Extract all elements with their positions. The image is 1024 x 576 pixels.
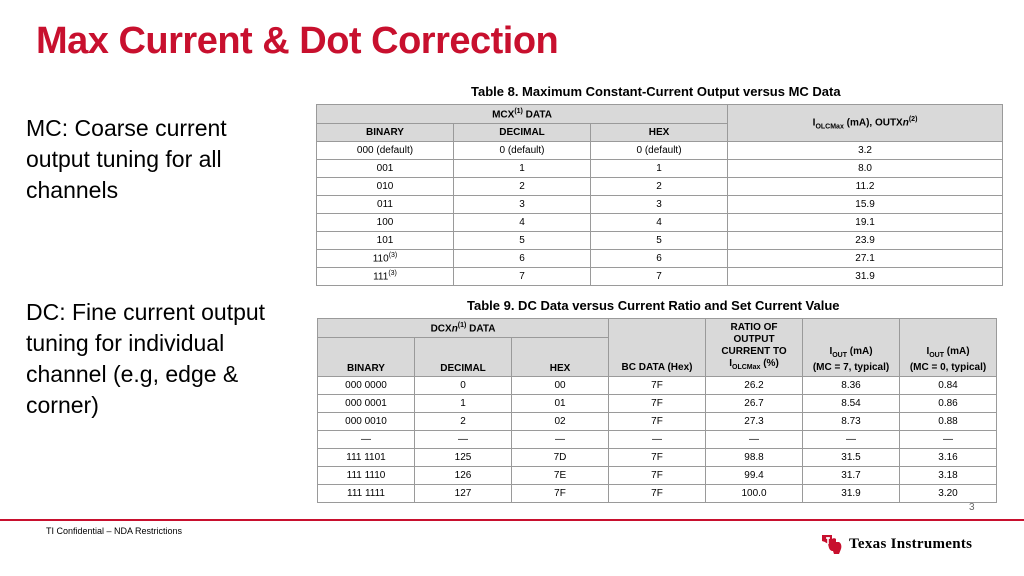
cell-binary [317,178,454,196]
cell-current: 19.1 [728,214,1003,232]
table-row [317,178,1003,196]
cell-hex: 7D [512,449,609,467]
cell-decimal: 0 [415,377,512,395]
cell-current: 8.0 [728,160,1003,178]
cell-decimal: 126 [415,467,512,485]
table9-body [318,377,997,503]
binary-value: 010 [376,181,394,192]
binary-value: 001 [376,163,394,174]
table-row [317,214,1003,232]
output-header-sub: OLCMax [815,123,844,131]
table9-col-bc-data: BC DATA (Hex) [609,319,706,377]
table9-group-header [318,319,609,338]
table9-col-binary: BINARY [318,338,415,377]
table8-col-decimal: DECIMAL [454,124,591,142]
cell-decimal: 7 [454,268,591,286]
cell-binary [317,142,454,160]
cell-binary [317,214,454,232]
cell-hex: 5 [591,232,728,250]
cell-binary [317,268,454,286]
cell-binary: 111 1110 [318,467,415,485]
cell-current: 27.1 [728,250,1003,268]
cell-iout-mc0: 3.16 [900,449,997,467]
table-row [318,395,997,413]
slide-title: Max Current & Dot Correction [36,20,559,62]
cell-decimal: 3 [454,196,591,214]
group-header-sup: (1) [457,321,467,329]
cell-decimal: 125 [415,449,512,467]
binary-value: 101 [376,235,394,246]
binary-value: 000 (default) [356,145,414,156]
cell-binary [317,196,454,214]
cell-decimal: 127 [415,485,512,503]
table8-body [317,142,1003,286]
cell-iout-mc0: 0.86 [900,395,997,413]
cell-decimal: 2 [415,413,512,431]
mc-description: MC: Coarse current output tuning for all channels [26,115,227,203]
ratio-line3: CURRENT TO [721,346,787,357]
table-row [318,485,997,503]
output-header-italic: n [902,117,909,129]
cell-ratio: 26.7 [706,395,803,413]
cell-hex: 7F [512,485,609,503]
group-header-text: DCX [430,323,452,335]
cell-hex: 00 [512,377,609,395]
cell-hex: 01 [512,395,609,413]
cell-iout-mc0: 3.18 [900,467,997,485]
cell-hex: 7 [591,268,728,286]
footnote-marker: (3) [388,252,398,260]
cell-decimal: 2 [454,178,591,196]
cell-hex: — [512,431,609,449]
ratio-post: (%) [760,358,779,369]
binary-value: 111 [373,271,389,283]
table-row [317,232,1003,250]
cell-iout-mc0: 0.88 [900,413,997,431]
cell-iout-mc7: 31.5 [803,449,900,467]
cell-bc-data: 7F [609,395,706,413]
cell-decimal: 6 [454,250,591,268]
cell-binary: 000 0010 [318,413,415,431]
table9-col-iout-mc7 [803,319,900,377]
table-row [318,377,997,395]
cell-hex: 1 [591,160,728,178]
cell-hex: 6 [591,250,728,268]
iout-mc0-pre: I [926,346,930,357]
cell-iout-mc7: — [803,431,900,449]
table9-col-decimal: DECIMAL [415,338,512,377]
cell-binary: 000 0000 [318,377,415,395]
iout-mc7-pre: I [829,346,833,357]
iout-mc0-post: (mA) [944,346,970,357]
cell-decimal: 4 [454,214,591,232]
footer-confidential: TI Confidential – NDA Restrictions [46,526,183,536]
cell-binary: 111 1101 [318,449,415,467]
table8-group-header [317,105,728,124]
table-row [318,449,997,467]
dc-description: DC: Fine current output tuning for individual channel (e.g, edge & corner) [26,299,266,418]
ratio-line1: RATIO OF [730,322,778,333]
cell-current: 3.2 [728,142,1003,160]
ratio-sub: OLCMax [732,364,761,371]
cell-ratio: 100.0 [706,485,803,503]
group-header-suffix: DATA [522,109,552,121]
cell-bc-data: — [609,431,706,449]
cell-current: 31.9 [728,268,1003,286]
cell-bc-data: 7F [609,413,706,431]
cell-hex: 7E [512,467,609,485]
binary-value: 100 [376,217,394,228]
table8-mc-data [316,104,1003,286]
output-header-mid: (mA), OUTX [843,117,903,129]
cell-binary: 000 0001 [318,395,415,413]
cell-iout-mc7: 8.36 [803,377,900,395]
table9-col-hex: HEX [512,338,609,377]
cell-hex: 2 [591,178,728,196]
binary-value: 110 [372,253,389,265]
cell-bc-data: 7F [609,449,706,467]
cell-bc-data: 7F [609,485,706,503]
cell-current: 23.9 [728,232,1003,250]
table8-caption: Table 8. Maximum Constant-Current Output versus MC Data [471,84,841,99]
cell-current: 15.9 [728,196,1003,214]
cell-binary: — [318,431,415,449]
cell-ratio: 27.3 [706,413,803,431]
table8-col-hex: HEX [591,124,728,142]
table-row [317,160,1003,178]
cell-iout-mc0: 0.84 [900,377,997,395]
group-header-text: MCX [492,109,515,121]
table-row [318,467,997,485]
table-row [318,413,997,431]
ti-logo [820,532,972,556]
table9-caption: Table 9. DC Data versus Current Ratio and Set Current Value [467,298,840,313]
cell-decimal: 1 [415,395,512,413]
cell-binary: 111 1111 [318,485,415,503]
cell-iout-mc7: 8.54 [803,395,900,413]
cell-ratio: — [706,431,803,449]
ratio-pre: I [729,358,733,369]
table-row [318,431,997,449]
output-header-pre: I [812,117,816,129]
cell-iout-mc0: — [900,431,997,449]
page-number: 3 [969,502,975,513]
cell-decimal: 0 (default) [454,142,591,160]
table8-output-header [728,105,1003,142]
cell-binary [317,232,454,250]
cell-binary [317,160,454,178]
group-header-sup: (1) [514,107,523,115]
ti-logo-icon [820,532,844,556]
table-row [317,142,1003,160]
cell-ratio: 26.2 [706,377,803,395]
iout-mc7-line2: (MC = 7, typical) [812,362,890,373]
table9-col-ratio [706,319,803,377]
cell-ratio: 98.8 [706,449,803,467]
group-header-suffix: DATA [466,323,496,335]
cell-ratio: 99.4 [706,467,803,485]
iout-mc7-sub: OUT [832,352,848,359]
footer-divider [0,519,1024,521]
cell-decimal: 5 [454,232,591,250]
cell-hex: 0 (default) [591,142,728,160]
cell-iout-mc7: 31.7 [803,467,900,485]
cell-iout-mc7: 8.73 [803,413,900,431]
table8-col-binary: BINARY [317,124,454,142]
cell-binary [317,250,454,268]
cell-current: 11.2 [728,178,1003,196]
table9-dc-data [317,318,997,503]
cell-decimal: — [415,431,512,449]
iout-mc7-post: (mA) [847,346,873,357]
cell-iout-mc7: 31.9 [803,485,900,503]
ti-logo-text: Texas Instruments [849,535,973,552]
table9-col-iout-mc0 [900,319,997,377]
cell-bc-data: 7F [609,467,706,485]
output-header-sup: (2) [908,115,918,123]
table-row [317,250,1003,268]
cell-hex: 3 [591,196,728,214]
ratio-line2: OUTPUT [733,334,775,345]
table-row [317,268,1003,286]
cell-bc-data: 7F [609,377,706,395]
iout-mc0-line2: (MC = 0, typical) [909,362,987,373]
group-header-italic: n [451,323,458,335]
footnote-marker: (3) [388,270,397,278]
cell-iout-mc0: 3.20 [900,485,997,503]
binary-value: 011 [377,199,393,210]
cell-hex: 02 [512,413,609,431]
table-row [317,196,1003,214]
iout-mc0-sub: OUT [929,352,945,359]
cell-decimal: 1 [454,160,591,178]
cell-hex: 4 [591,214,728,232]
